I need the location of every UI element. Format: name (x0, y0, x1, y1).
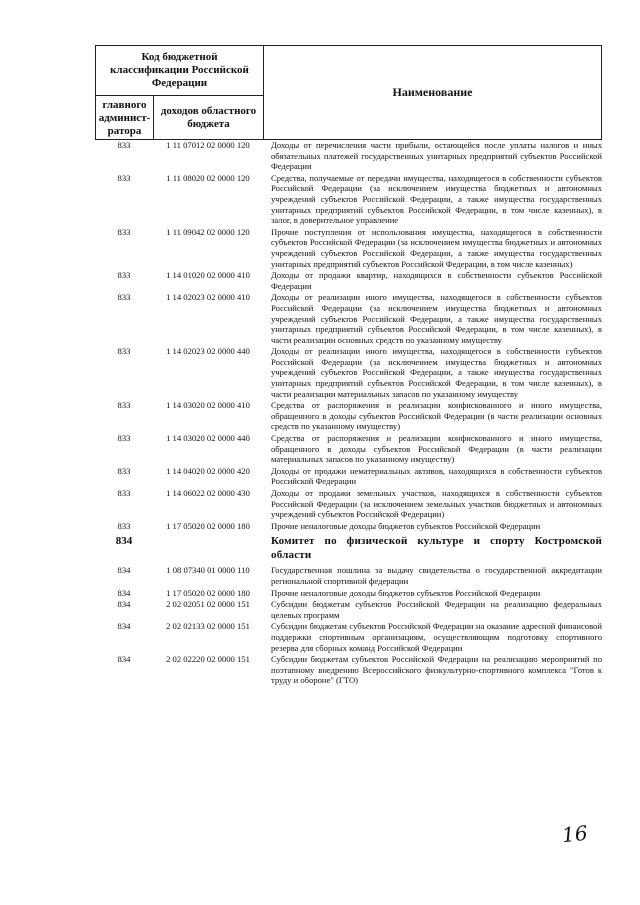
table-row (95, 599, 602, 620)
admin-code-cell: 834 (115, 535, 133, 548)
table-row (95, 400, 602, 432)
table-row (95, 433, 602, 465)
section-row (95, 534, 602, 562)
income-code-cell: 1 11 09042 02 0000 120 (166, 226, 250, 237)
table-row (95, 346, 602, 399)
income-code-cell: 1 14 03020 02 0000 410 (166, 400, 250, 411)
table-header (95, 45, 602, 140)
admin-code-cell: 833 (117, 520, 131, 531)
table-row (95, 521, 602, 532)
income-code-cell: 2 02 02220 02 0000 151 (166, 654, 250, 665)
name-cell: Субсидии бюджетам субъектов Российской Федерации на реализацию федеральных целевых программ (271, 599, 602, 620)
income-code-cell: 1 14 02023 02 0000 410 (166, 292, 250, 303)
table-body (95, 140, 602, 687)
admin-code-cell: 833 (117, 140, 131, 150)
table-row (95, 621, 602, 653)
name-cell: Доходы от продажи земельных участков, находящихся в собственности субъектов Российской Федерации (за исключением земельных участков бюджетных и автономных учреждений субъектов Российской Федерации) (271, 488, 602, 520)
income-code-cell: 1 14 02023 02 0000 440 (166, 346, 250, 357)
name-cell: Прочие неналоговые доходы бюджетов субъектов Российской Федерации (271, 520, 541, 531)
admin-code-cell: 833 (117, 433, 131, 444)
admin-code-cell: 834 (117, 565, 131, 576)
name-cell: Доходы от реализации иного имущества, находящегося в собственности субъектов Российской Федерации (за исключением имущества бюджетных и автономных учреждений субъектов Российской Федерации, а также имущества государственных унитарных предприятий субъектов Российской Федерации, в том числе казенных), в части реализации материальных запасов по указанному имуществу (271, 346, 602, 399)
income-code-cell: 1 11 07012 02 0000 120 (166, 140, 250, 150)
name-cell: Субсидии бюджетам субъектов Российской Федерации на реализацию мероприятий по поэтапному внедрению Всероссийского физкультурно-спортивного комплекса "Готов к труду и обороне" (ГТО) (271, 654, 602, 686)
admin-code-cell: 834 (117, 654, 131, 665)
income-code-cell: 1 14 03020 02 0000 440 (166, 433, 250, 444)
table-row (95, 565, 602, 586)
table-row (95, 140, 602, 172)
income-code-cell: 1 14 06022 02 0000 430 (166, 488, 250, 498)
table-row (95, 227, 602, 269)
table-row (95, 292, 602, 345)
name-cell: Доходы от перечисления части прибыли, остающейся после уплаты налогов и иных обязательных платежей государственных унитарных предприятий субъектов Российской Федерации (271, 140, 602, 172)
income-code-cell: 1 17 05020 02 0000 180 (166, 520, 250, 531)
name-cell: Средства от распоряжения и реализации конфискованного и иного имущества, обращенного в доходы субъектов Российской Федерации (в части реализации материальных запасов по указанному имуществу) (271, 433, 602, 465)
admin-code-cell: 833 (117, 400, 131, 411)
name-cell: Доходы от продажи квартир, находящихся в собственности субъектов Российской Федерации (271, 270, 602, 291)
income-code-cell: 2 02 02133 02 0000 151 (166, 621, 250, 632)
admin-code-cell: 833 (117, 172, 131, 183)
income-code-cell: 2 02 02051 02 0000 151 (166, 599, 250, 610)
income-code-cell: 1 11 08020 02 0000 120 (166, 172, 250, 183)
table-row (95, 466, 602, 487)
income-code-cell: 1 08 07340 01 0000 110 (166, 565, 250, 576)
header-name-column: Наименование (392, 85, 473, 99)
admin-code-cell: 833 (117, 488, 131, 498)
name-cell: Средства от распоряжения и реализации конфискованного и иного имущества, обращенного в доходы субъектов Российской Федерации (в части реализации основных средств по указанному имуществу) (271, 400, 602, 432)
table-row (95, 270, 602, 291)
page-number: 16 (560, 820, 589, 848)
name-cell: Прочие неналоговые доходы бюджетов субъектов Российской Федерации (271, 587, 541, 598)
table-row (95, 588, 602, 599)
name-cell: Средства, получаемые от передачи имущества, находящегося в собственности субъектов Российской Федерации (за исключением имущества бюджетных и автономных учреждений субъектов Российской Федерации, а также имущества государственных унитарных предприятий субъектов Российской Федерации, в том числе казенных), в залог, в доверительное управление (271, 172, 602, 226)
income-code-cell: 1 14 04020 02 0000 420 (166, 465, 250, 476)
admin-code-cell: 834 (117, 587, 131, 598)
name-cell: Государственная пошлина за выдачу свидетельства о государственной аккредитации региональной спортивной федерации (271, 565, 602, 586)
header-code-group: Код бюджетной классификации Российской Федерации (96, 46, 264, 96)
admin-code-cell: 833 (117, 270, 131, 281)
name-cell: Доходы от продажи нематериальных активов, находящихся в собственности субъектов Российской Федерации (271, 465, 602, 487)
admin-code-cell: 833 (117, 226, 131, 237)
header-income-column: доходов областного бюджета (154, 96, 264, 140)
name-cell: Комитет по физической культуре и спорту Костромской области (271, 535, 602, 562)
header-admin-column: главного админист-ратора (96, 96, 154, 140)
table-row (95, 173, 602, 226)
admin-code-cell: 834 (117, 599, 131, 610)
name-cell: Субсидии бюджетам субъектов Российской Федерации на оказание адресной финансовой поддержки спортивным организациям, осуществляющим подготовку спортивного резерва для сборных команд Российской Федерации (271, 621, 602, 653)
admin-code-cell: 833 (117, 346, 131, 357)
income-code-cell: 1 14 01020 02 0000 410 (166, 270, 250, 281)
admin-code-cell: 833 (117, 465, 131, 476)
table-row (95, 488, 602, 520)
income-code-cell: 1 17 05020 02 0000 180 (166, 587, 250, 598)
name-cell: Прочие поступления от использования имущества, находящегося в собственности субъектов Российской Федерации (за исключением имущества бюджетных и автономных учреждений субъектов Российской Федерации, а также имущества государственных унитарных предприятий субъектов Российской Федерации, в том числе казенных) (271, 226, 602, 269)
admin-code-cell: 833 (117, 292, 131, 303)
name-cell: Доходы от реализации иного имущества, находящегося в собственности субъектов Российской Федерации (за исключением имущества бюджетных и автономных учреждений субъектов Российской Федерации, а также имущества государственных унитарных предприятий субъектов Российской Федерации, в том числе казенных), в части реализации основных средств по указанному имуществу (271, 292, 602, 345)
table-row (95, 654, 602, 686)
admin-code-cell: 834 (117, 621, 131, 632)
